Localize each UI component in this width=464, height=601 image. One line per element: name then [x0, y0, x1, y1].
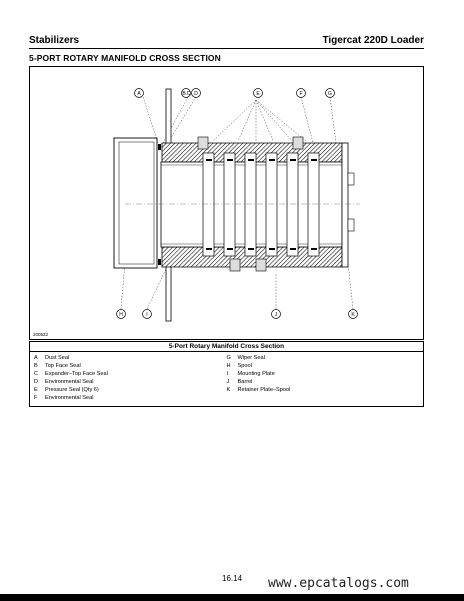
callout-C: C	[186, 90, 191, 97]
legend-title: 5-Port Rotary Manifold Cross Section	[30, 342, 423, 352]
legend-item: H Spool	[226, 363, 252, 369]
model-header: Tigercat 220D Loader	[322, 35, 424, 46]
callout-J: J	[274, 311, 278, 318]
callout-I: I	[146, 311, 148, 318]
legend-item: A Dust Seal	[34, 355, 70, 361]
bottom-bar	[0, 594, 464, 601]
legend-table	[29, 341, 424, 407]
legend-item: D Environmental Seal	[34, 379, 94, 385]
section-header: Stabilizers	[29, 35, 80, 46]
callout-B: B	[182, 90, 186, 97]
page-number: 16.14	[222, 574, 243, 583]
legend-item: F Environmental Seal	[34, 395, 94, 401]
callout-G: G	[328, 90, 332, 97]
watermark-link[interactable]: www.epcatalogs.com	[268, 576, 409, 591]
header-rule	[29, 48, 424, 49]
legend-item: J Barrel	[226, 379, 253, 385]
manifold-diagram	[30, 67, 425, 341]
legend-item: B Top Face Seal	[34, 363, 81, 369]
figure-code: 200522	[33, 332, 49, 337]
legend-item: I Mounting Plate	[226, 371, 275, 377]
callout-F: F	[299, 90, 303, 97]
callout-K: K	[351, 311, 355, 318]
cross-section-figure	[29, 66, 424, 340]
legend-right-column	[227, 354, 420, 402]
legend-item: C Expander–Top Face Seal	[34, 371, 108, 377]
callout-H: H	[119, 311, 123, 318]
legend-item: E Pressure Seal (Qty 6)	[34, 387, 99, 393]
section-title: 5-PORT ROTARY MANIFOLD CROSS SECTION	[29, 53, 221, 63]
legend-item: G Wiper Seal	[226, 355, 265, 361]
callout-A: A	[137, 90, 141, 97]
callout-D: D	[194, 90, 198, 97]
legend-left-column	[34, 354, 227, 402]
callout-E: E	[256, 90, 260, 97]
legend-item: K Retainer Plate–Spool	[226, 387, 291, 393]
